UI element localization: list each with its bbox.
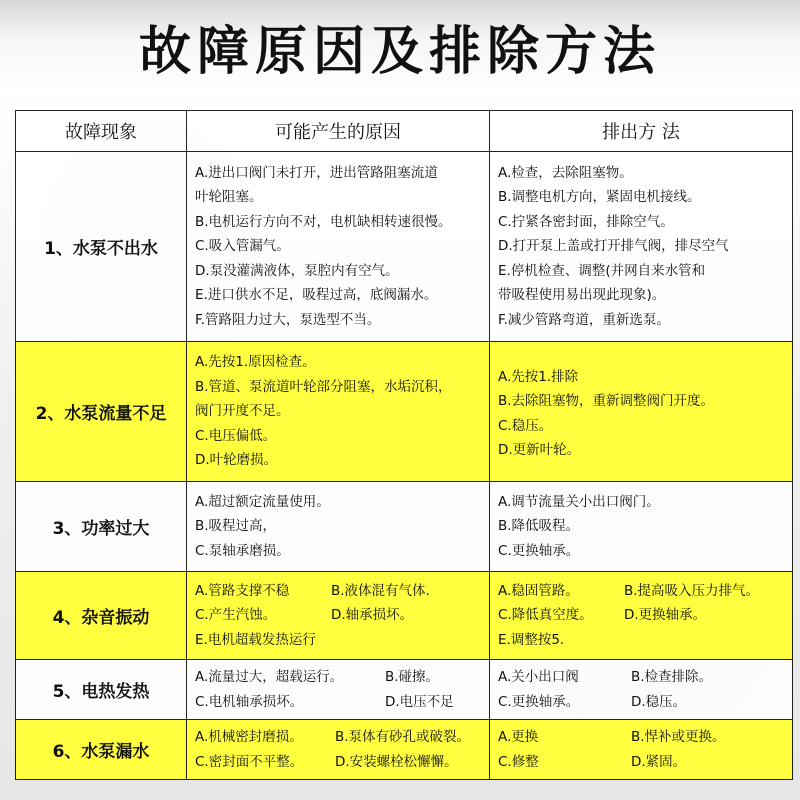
fixes-cell (490, 482, 793, 572)
causes-cell (187, 152, 490, 342)
fix-line: D.更新叶轮。 (498, 441, 581, 458)
cause-line: A.进出口阀门未打开，进出管路阻塞流道 (195, 165, 438, 182)
fix-line: C.稳压。 (498, 417, 553, 434)
fix-line: C.修整 D.紧固。 (498, 753, 687, 770)
table-row (16, 572, 793, 660)
symptom-cell: 1、水泵不出水 (16, 152, 187, 342)
cause-line: B.吸程过高， (195, 518, 277, 535)
table-row (16, 720, 793, 780)
header-causes: 可能产生的原因 (187, 111, 490, 152)
fix-line: B.降低吸程。 (498, 518, 580, 535)
fix-line: B.去除阻塞物，重新调整阀门开度。 (498, 393, 715, 410)
cause-line: E.进口供水不足，吸程过高，底阀漏水。 (195, 287, 438, 304)
cause-line: C.电机轴承损坏。 D.电压不足 (195, 693, 454, 710)
symptom-cell: 6、水泵漏水 (16, 720, 187, 780)
fault-table (15, 110, 793, 780)
fix-line: A.关小出口阀 B.检查排除。 (498, 669, 713, 686)
fix-line: C.降低真空度。 D.更换轴承。 (498, 607, 707, 624)
cause-line: A.超过额定流量使用。 (195, 493, 330, 510)
cause-line: E.电机超载发热运行 (195, 631, 316, 648)
table-header-row (16, 111, 793, 152)
cause-line: C.产生汽蚀。 D.轴承损坏。 (195, 607, 414, 624)
fix-line: C.更换轴承。 D.稳压。 (498, 693, 687, 710)
fix-line: C.拧紧各密封面，排除空气。 (498, 213, 674, 230)
fix-line: E.停机检查、调整(并网自来水管和 (498, 262, 706, 279)
cause-line: C.吸入管漏气。 (195, 238, 290, 255)
header-fixes: 排出方 法 (490, 111, 793, 152)
cause-line: A.流量过大，超载运行。 B.碰擦。 (195, 669, 440, 686)
fixes-cell (490, 342, 793, 482)
fixes-cell (490, 720, 793, 780)
fixes-cell (490, 660, 793, 720)
fixes-cell (490, 572, 793, 660)
cause-line: A.先按1.原因检查。 (195, 354, 316, 371)
fix-line: A.检查，去除阻塞物。 (498, 165, 633, 182)
fix-line: F.减少管路弯道，重新选泵。 (498, 311, 670, 328)
cause-line: 叶轮阻塞。 (195, 189, 263, 206)
fix-line: B.调整电机方向，紧固电机接线。 (498, 189, 701, 206)
symptom-cell: 5、电热发热 (16, 660, 187, 720)
table-row (16, 152, 793, 342)
cause-line: D.泵没灌满液体，泵腔内有空气。 (195, 262, 399, 279)
fix-line: A.调节流量关小出口阀门。 (498, 493, 660, 510)
fixes-cell (490, 152, 793, 342)
causes-cell (187, 572, 490, 660)
cause-line: 阀门开度不足。 (195, 403, 290, 420)
causes-cell (187, 720, 490, 780)
causes-cell (187, 482, 490, 572)
fix-line: E.调整按5. (498, 631, 565, 648)
table-row (16, 660, 793, 720)
cause-line: A.管路支撑不稳 B.液体混有气体. (195, 582, 430, 599)
fix-line: A.稳固管路。 B.提高吸入压力排气。 (498, 582, 760, 599)
cause-line: A.机械密封磨损。 B.泵体有砂孔或破裂。 (195, 729, 471, 746)
fix-line: C.更换轴承。 (498, 542, 580, 559)
fix-line: A.先按1.排除 (498, 368, 579, 385)
fix-line: D.打开泵上盖或打开排气阀，排尽空气 (498, 238, 729, 255)
fix-line: 带吸程使用易出现此现象)。 (498, 287, 666, 304)
cause-line: B.电机运行方向不对，电机缺相转速很慢。 (195, 213, 452, 230)
header-symptom: 故障现象 (16, 111, 187, 152)
fix-line: A.更换 B.悍补或更换。 (498, 729, 726, 746)
causes-cell (187, 660, 490, 720)
causes-cell (187, 342, 490, 482)
symptom-cell: 4、杂音振动 (16, 572, 187, 660)
table-row (16, 482, 793, 572)
page-title: 故障原因及排除方法 (138, 22, 661, 82)
cause-line: D.叶轮磨损。 (195, 452, 278, 469)
cause-line: C.泵轴承磨损。 (195, 542, 290, 559)
cause-line: C.电压偏低。 (195, 427, 277, 444)
cause-line: B.管道、泵流道叶轮部分阻塞，水垢沉积， (195, 378, 452, 395)
cause-line: C.密封面不平整。 D.安装螺栓松懈懈。 (195, 753, 458, 770)
cause-line: F.管路阻力过大，泵选型不当。 (195, 311, 381, 328)
table-row (16, 342, 793, 482)
symptom-cell: 3、功率过大 (16, 482, 187, 572)
symptom-cell: 2、水泵流量不足 (16, 342, 187, 482)
